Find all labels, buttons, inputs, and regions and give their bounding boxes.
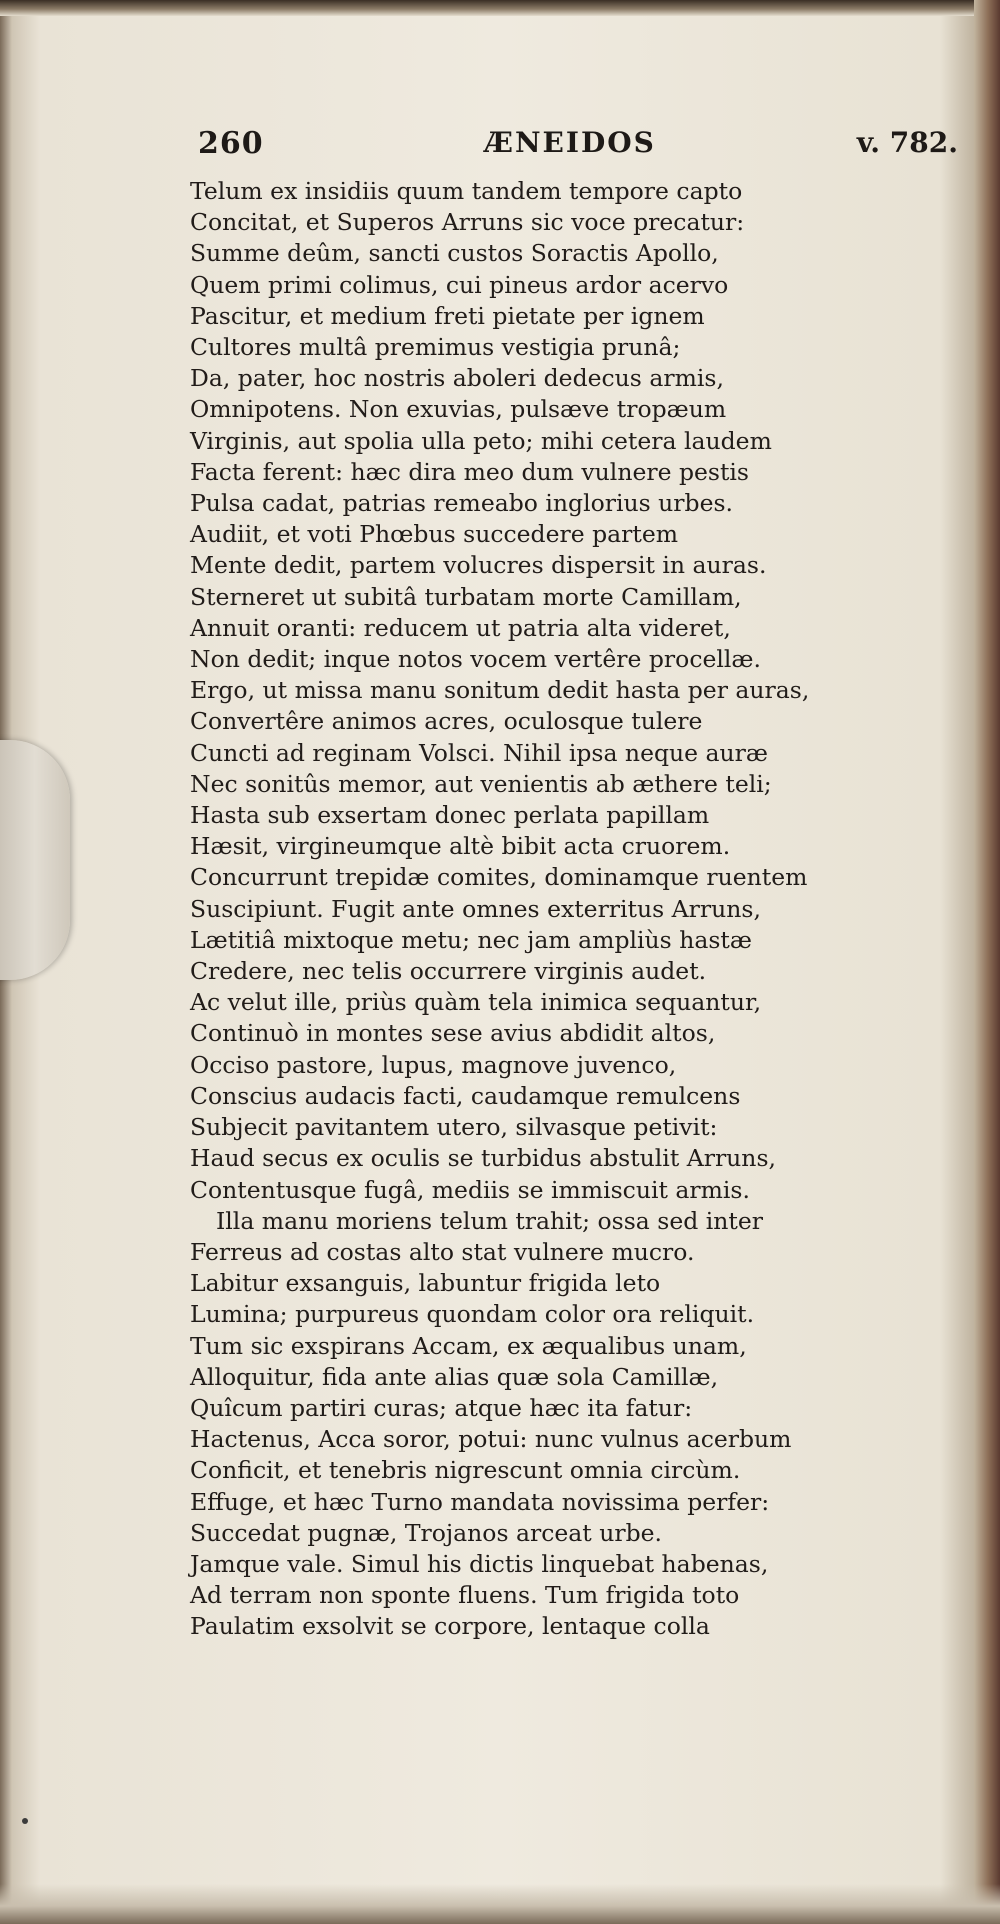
verse-line: Contentusque fugâ, mediis se immiscuit armis. (190, 1175, 750, 1204)
line-reference: v. 782. (856, 126, 958, 159)
verse-line: Virginis, aut spolia ulla peto; mihi cetera laudem (190, 426, 772, 455)
verse-line: Hæsit, virgineumque altè bibit acta cruorem. (190, 832, 731, 861)
verse-line: Lumina; purpureus quondam color ora reliquit. (190, 1300, 755, 1329)
verse-line: Mente dedit, partem volucres dispersit in auras. (190, 551, 767, 580)
verse-line: Pulsa cadat, patrias remeabo inglorius urbes. (190, 489, 734, 518)
verse-line: Hasta sub exsertam donec perlata papillam (190, 801, 710, 830)
verse-line: Conscius audacis facti, caudamque remulcens (190, 1081, 741, 1110)
page-header (198, 126, 958, 170)
verse-line: Continuò in montes sese avius abdidit altos, (190, 1019, 716, 1048)
page-bottom-edge (0, 1884, 1000, 1924)
verse-line: Tum sic exspirans Accam, ex æqualibus unam, (190, 1331, 747, 1360)
verse-line: Hactenus, Acca soror, potui: nunc vulnus acerbum (190, 1425, 792, 1454)
verse-line: Lætitiâ mixtoque metu; nec jam ampliùs hastæ (190, 925, 752, 954)
book-binding (974, 0, 1000, 1924)
verse-line: Subjecit pavitantem utero, silvasque petivit: (190, 1113, 718, 1142)
verse-line: Quem primi colimus, cui pineus ardor acervo (190, 270, 729, 299)
verse-line: Pascitur, et medium freti pietate per ignem (190, 301, 705, 330)
verse-line: Paulatim exsolvit se corpore, lentaque colla (190, 1612, 710, 1641)
verse-line: Quîcum partiri curas; atque hæc ita fatur: (190, 1393, 693, 1422)
verse-line: Non dedit; inque notos vocem vertêre procellæ. (190, 645, 761, 674)
verse-line: Haud secus ex oculis se turbidus abstulit Arruns, (190, 1144, 776, 1173)
verse-line: Ferreus ad costas alto stat vulnere mucro. (190, 1237, 695, 1266)
verse-line: Ergo, ut missa manu sonitum dedit hasta per auras, (190, 676, 810, 705)
verse-line: Omnipotens. Non exuvias, pulsæve tropæum (190, 395, 727, 424)
verse-line: Nec sonitûs memor, aut venientis ab æthere teli; (190, 769, 772, 798)
ink-speck (22, 1818, 28, 1824)
page-top-edge (0, 0, 1000, 16)
verse-line: Ad terram non sponte fluens. Tum frigida toto (190, 1581, 740, 1610)
verse-line: Annuit oranti: reducem ut patria alta videret, (190, 613, 731, 642)
verse-line: Concurrunt trepidæ comites, dominamque ruentem (190, 863, 808, 892)
verse-line: Credere, nec telis occurrere virginis audet. (190, 957, 707, 986)
verse-line: Cuncti ad reginam Volsci. Nihil ipsa neque auræ (190, 738, 768, 767)
poem-text (190, 176, 950, 1643)
page-number: 260 (198, 126, 264, 161)
verse-line: Alloquitur, fida ante alias quæ sola Camillæ, (190, 1362, 719, 1391)
running-title: ÆNEIDOS (484, 126, 656, 159)
verse-line: Summe deûm, sancti custos Soractis Apollo, (190, 239, 719, 268)
verse-line: Effuge, et hæc Turno mandata novissima perfer: (190, 1487, 770, 1516)
verse-line: Labitur exsanguis, labuntur frigida leto (190, 1269, 661, 1298)
verse-line: Telum ex insidiis quum tandem tempore capto (190, 177, 743, 205)
verse-line: Audiit, et voti Phœbus succedere partem (190, 520, 679, 549)
verse-line: Occiso pastore, lupus, magnove juvenco, (190, 1050, 677, 1079)
verse-line: Conficit, et tenebris nigrescunt omnia circùm. (190, 1456, 741, 1485)
verse-line: Illa manu moriens telum trahit; ossa sed inter (216, 1206, 763, 1235)
verse-line: Suscipiunt. Fugit ante omnes exterritus Arruns, (190, 894, 761, 923)
verse-line: Convertêre animos acres, oculosque tulere (190, 707, 703, 736)
verse-line: Jamque vale. Simul his dictis linquebat habenas, (190, 1549, 769, 1578)
verse-line: Ac velut ille, priùs quàm tela inimica sequantur, (190, 988, 762, 1017)
verse-line: Succedat pugnæ, Trojanos arceat urbe. (190, 1518, 663, 1547)
verse-line: Facta ferent: hæc dira meo dum vulnere pestis (190, 457, 749, 486)
verse-line: Concitat, et Superos Arruns sic voce precatur: (190, 208, 745, 237)
thumb-tab (0, 740, 70, 980)
verse-line: Da, pater, hoc nostris aboleri dedecus armis, (190, 364, 724, 393)
verse-line: Cultores multâ premimus vestigia prunâ; (190, 333, 681, 362)
verse-line: Sterneret ut subitâ turbatam morte Camillam, (190, 582, 742, 611)
